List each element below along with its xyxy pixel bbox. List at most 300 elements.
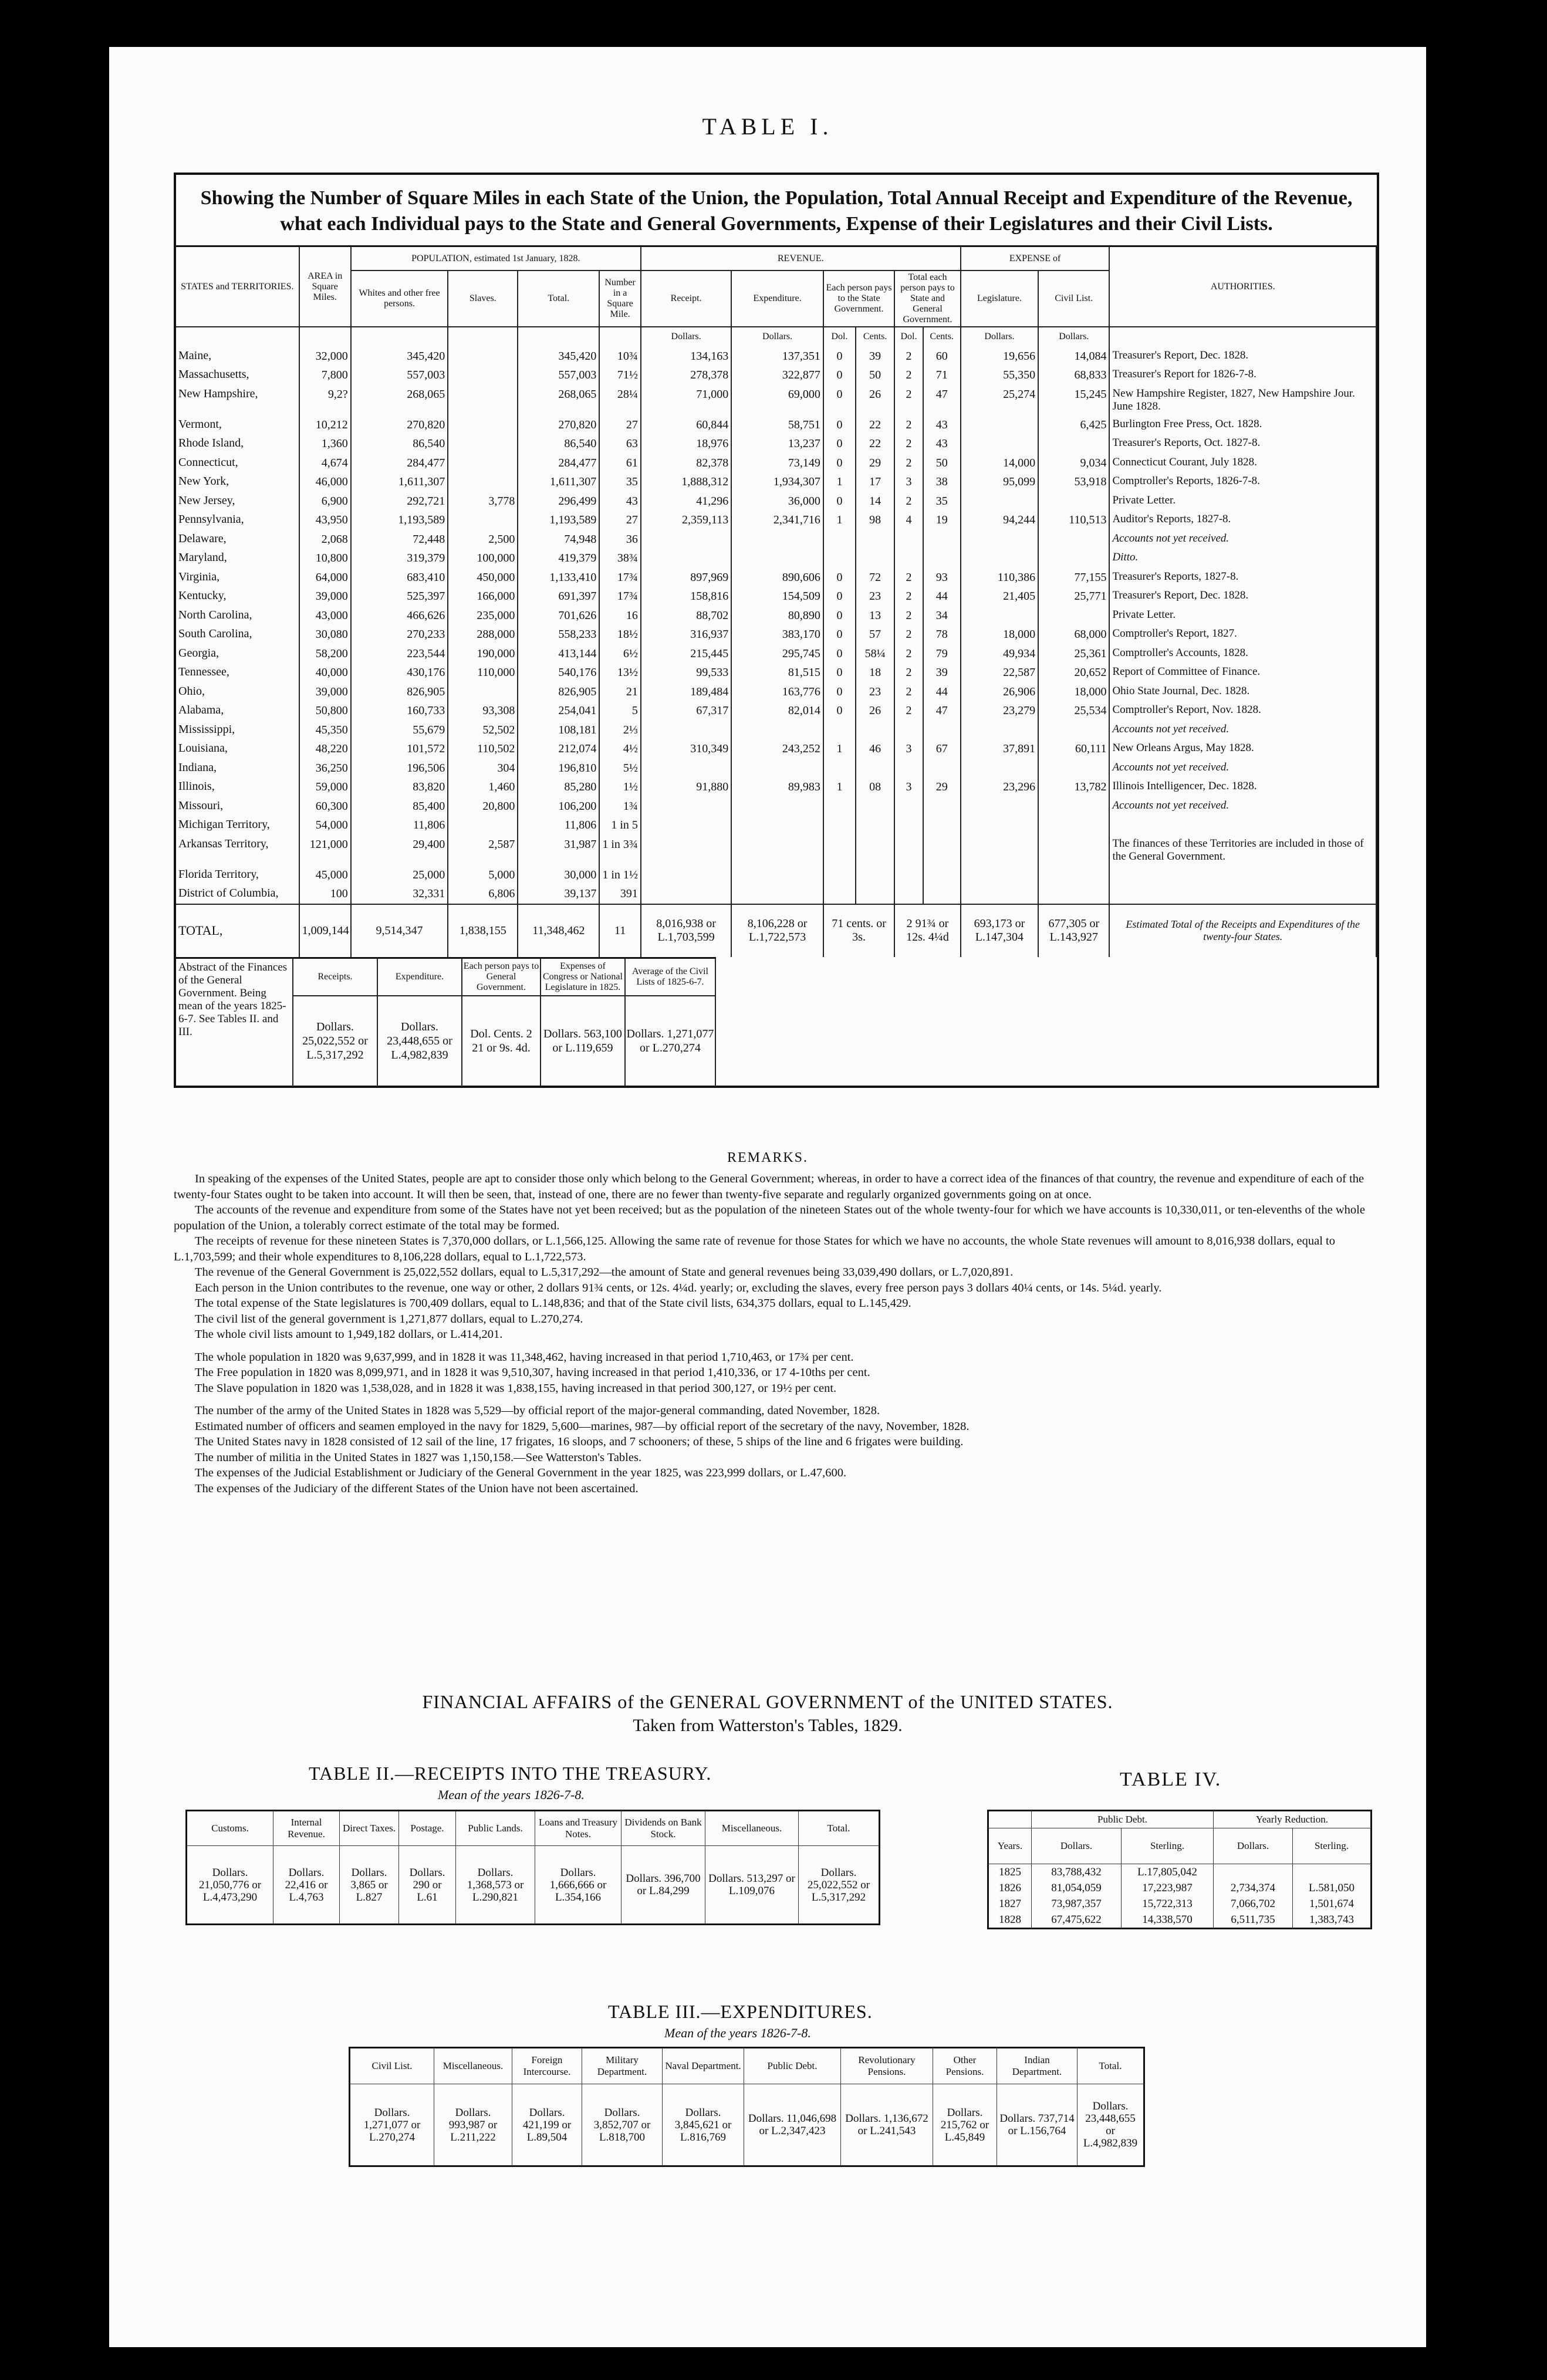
cell-whites: 430,176: [351, 663, 448, 682]
unit-cents-state: Cents.: [856, 327, 894, 347]
cell-total: 557,003: [518, 366, 599, 385]
header-cell: Public Debt.: [744, 2048, 841, 2084]
total-civil: 677,305 or L.143,927: [1038, 904, 1109, 957]
cell-total: 540,176: [518, 663, 599, 682]
cell-civil: [1038, 835, 1109, 866]
cell-civil: 60,111: [1038, 739, 1109, 759]
table-row: [176, 549, 1376, 568]
cell-gc: 47: [923, 701, 961, 721]
cell-density: 16: [599, 606, 641, 626]
cell-sd: 0: [823, 701, 856, 721]
group-public-debt: Public Debt.: [1032, 1811, 1214, 1828]
abstract-h-civil-lists: Average of the Civil Lists of 1825-6-7.: [625, 958, 715, 996]
remark-paragraph: The revenue of the General Government is 25,022,552 dollars, equal to L.5,317,292—the amount of State and general revenues being 33,039,490 dollars, or L.7,020,891.: [195, 1266, 1014, 1279]
table1-heading: TABLE I.: [702, 113, 833, 140]
financial-subtitle: Taken from Watterston's Tables, 1829.: [633, 1716, 903, 1735]
cell-legislature: [961, 884, 1038, 904]
value-cell: Dollars. 1,136,672 or L.241,543: [841, 2084, 933, 2166]
table-row: [176, 721, 1376, 740]
cell-state: Indiana,: [176, 759, 299, 778]
cell-sc: 50: [856, 366, 894, 385]
value-cell: Dollars. 22,416 or L.4,763: [273, 1846, 340, 1925]
cell-area: 58,200: [299, 644, 351, 664]
header-cell: Dividends on Bank Stock.: [621, 1811, 705, 1846]
cell-legislature: [961, 797, 1038, 816]
header-each-general: Total each person pays to State and General Government.: [894, 271, 961, 327]
cell-area: 9,2?: [299, 385, 351, 415]
unit-dol-state: Dol.: [823, 327, 856, 347]
remark-paragraph: Each person in the Union contributes to the revenue, one way or other, 2 dollars 91¾ cents, or 12s. 4¼d. yearly; or, excluding the slaves, every free person pays 3 dollars 40¼ cents, or 14s. 5¼d. yearly.: [195, 1281, 1162, 1294]
cell-gd: [894, 884, 923, 904]
cell-receipt: [641, 884, 731, 904]
cell-legislature: [961, 606, 1038, 626]
cell-whites: 683,410: [351, 568, 448, 587]
cell-density: 391: [599, 884, 641, 904]
total-expenditure: 8,106,228 or L.1,722,573: [731, 904, 823, 957]
cell-authority: Treasurer's Reports, Oct. 1827-8.: [1109, 434, 1376, 454]
header-cell: Sterling.: [1122, 1828, 1214, 1864]
cell-gc: [923, 797, 961, 816]
cell-sc: 08: [856, 777, 894, 797]
cell-slaves: 93,308: [448, 701, 518, 721]
cell-density: 1 in 5: [599, 816, 641, 835]
cell-whites: 270,820: [351, 415, 448, 435]
remark-paragraph: The United States navy in 1828 consisted of 12 sail of the line, 17 frigates, 16 sloops, and 7 schooners; of these, 5 ships of the line and 6 frigates were building.: [195, 1435, 964, 1448]
value-cell: [1293, 1864, 1372, 1881]
cell-total: 108,181: [518, 721, 599, 740]
cell-area: 43,000: [299, 606, 351, 626]
cell-sd: 1: [823, 739, 856, 759]
cell-authority: Comptroller's Accounts, 1828.: [1109, 644, 1376, 664]
cell-state: Vermont,: [176, 415, 299, 435]
total-density: 11: [599, 904, 641, 957]
cell-gd: 4: [894, 511, 923, 530]
table1-grid: [176, 247, 1377, 957]
cell-sc: [856, 721, 894, 740]
value-cell: Dollars. 421,199 or L.89,504: [512, 2084, 582, 2166]
cell-gd: 2: [894, 587, 923, 606]
cell-receipt: [641, 721, 731, 740]
value-cell: 67,475,622: [1032, 1912, 1122, 1929]
cell-sc: 29: [856, 454, 894, 473]
remark-paragraph: The accounts of the revenue and expenditure from some of the States have not yet been received; but as the population of the nineteen States out of the whole twenty-four for which we have accounts is 10,330,011, or ten-elevenths of the whole population of the Union, a tolerably correct estimate of the total may be formed.: [174, 1203, 1365, 1232]
cell-total: 196,810: [518, 759, 599, 778]
cell-whites: 25,000: [351, 866, 448, 885]
cell-civil: [1038, 434, 1109, 454]
cell-receipt: 67,317: [641, 701, 731, 721]
total-receipt: 8,016,938 or L.1,703,599: [641, 904, 731, 957]
cell-area: 45,000: [299, 866, 351, 885]
abstract-h-each-person: Each person pays to General Government.: [462, 958, 541, 996]
table-header-row: [350, 2048, 1144, 2084]
abstract-table: [176, 957, 716, 1086]
cell-state: North Carolina,: [176, 606, 299, 626]
cell-expenditure: 89,983: [731, 777, 823, 797]
cell-authority: Treasurer's Report, Dec. 1828.: [1109, 587, 1376, 606]
cell-state: Illinois,: [176, 777, 299, 797]
abstract-h-congress: Expenses of Congress or National Legislature in 1825.: [541, 958, 625, 996]
cell-area: 39,000: [299, 682, 351, 702]
cell-density: 21: [599, 682, 641, 702]
cell-slaves: [448, 816, 518, 835]
cell-legislature: 26,906: [961, 682, 1038, 702]
cell-gd: 2: [894, 434, 923, 454]
cell-area: 10,800: [299, 549, 351, 568]
cell-density: 1½: [599, 777, 641, 797]
cell-civil: [1038, 759, 1109, 778]
cell-density: 5: [599, 701, 641, 721]
cell-gd: [894, 835, 923, 866]
cell-slaves: [448, 511, 518, 530]
abstract-h-expenditure: Expenditure.: [377, 958, 462, 996]
cell-receipt: 60,844: [641, 415, 731, 435]
cell-whites: 32,331: [351, 884, 448, 904]
cell-area: 121,000: [299, 835, 351, 866]
header-slaves: Slaves.: [448, 271, 518, 327]
cell-expenditure: 80,890: [731, 606, 823, 626]
cell-slaves: 110,502: [448, 739, 518, 759]
cell-expenditure: 890,606: [731, 568, 823, 587]
header-cell: Miscellaneous.: [434, 2048, 512, 2084]
cell-state: Mississippi,: [176, 721, 299, 740]
table-header-row: [187, 1811, 880, 1846]
header-cell: Miscellaneous.: [705, 1811, 799, 1846]
cell-area: 39,000: [299, 587, 351, 606]
cell-authority: [1109, 884, 1376, 904]
cell-state: Tennessee,: [176, 663, 299, 682]
cell-total: 270,820: [518, 415, 599, 435]
cell-legislature: 94,244: [961, 511, 1038, 530]
remark-paragraph: The expenses of the Judiciary of the different States of the Union have not been ascertained.: [195, 1482, 639, 1495]
cell-area: 1,360: [299, 434, 351, 454]
cell-gc: 71: [923, 366, 961, 385]
cell-civil: [1038, 530, 1109, 549]
value-cell: 17,223,987: [1122, 1880, 1214, 1896]
cell-density: 10¾: [599, 347, 641, 366]
value-cell: Dollars. 25,022,552 or L.5,317,292: [799, 1846, 880, 1925]
cell-gd: 3: [894, 777, 923, 797]
value-cell: [1214, 1864, 1293, 1881]
header-legislature: Legislature.: [961, 271, 1038, 327]
cell-sd: 0: [823, 644, 856, 664]
cell-receipt: 41,296: [641, 492, 731, 511]
cell-sc: 39: [856, 347, 894, 366]
cell-receipt: 316,937: [641, 625, 731, 644]
header-population: POPULATION, estimated 1st January, 1828.: [351, 247, 641, 271]
cell-civil: [1038, 549, 1109, 568]
cell-sc: [856, 866, 894, 885]
cell-whites: 268,065: [351, 385, 448, 415]
value-cell: Dollars. 215,762 or L.45,849: [933, 2084, 997, 2166]
cell-whites: 29,400: [351, 835, 448, 866]
group-yearly-reduction: Yearly Reduction.: [1214, 1811, 1372, 1828]
cell-receipt: [641, 797, 731, 816]
cell-slaves: 304: [448, 759, 518, 778]
cell-density: 36: [599, 530, 641, 549]
cell-legislature: [961, 530, 1038, 549]
cell-whites: 826,905: [351, 682, 448, 702]
cell-area: 59,000: [299, 777, 351, 797]
total-note: Estimated Total of the Receipts and Expenditures of the twenty-four States.: [1109, 904, 1376, 957]
cell-receipt: 1,888,312: [641, 472, 731, 492]
unit-cents-general: Cents.: [923, 327, 961, 347]
remark-paragraph: The receipts of revenue for these nineteen States is 7,370,000 dollars, or L.1,566,125. Allowing the same rate of revenue for those States for which we have no accounts, the whole State revenues will amount to 8,016,938 dollars, equal to L.1,703,599; and their whole expenditures to 8,106,228 dollars, equal to L.1,722,573.: [174, 1235, 1335, 1263]
cell-gd: [894, 797, 923, 816]
cell-total: 284,477: [518, 454, 599, 473]
cell-sc: [856, 797, 894, 816]
cell-area: 54,000: [299, 816, 351, 835]
value-cell: Dollars. 290 or L.61: [399, 1846, 456, 1925]
cell-expenditure: 163,776: [731, 682, 823, 702]
cell-gc: [923, 835, 961, 866]
table-row: [176, 884, 1376, 904]
cell-slaves: [448, 385, 518, 415]
header-cell: Public Lands.: [456, 1811, 535, 1846]
header-cell: Postage.: [399, 1811, 456, 1846]
cell-legislature: 23,296: [961, 777, 1038, 797]
cell-whites: 196,506: [351, 759, 448, 778]
cell-gd: 2: [894, 606, 923, 626]
cell-legislature: 22,587: [961, 663, 1038, 682]
cell-expenditure: [731, 530, 823, 549]
cell-density: 1 in 1½: [599, 866, 641, 885]
cell-legislature: 95,099: [961, 472, 1038, 492]
value-cell: Dollars. 737,714 or L.156,764: [997, 2084, 1078, 2166]
cell-gd: [894, 721, 923, 740]
cell-total: 254,041: [518, 701, 599, 721]
cell-sc: 17: [856, 472, 894, 492]
cell-state: New York,: [176, 472, 299, 492]
value-cell: Dollars. 3,865 or L.827: [340, 1846, 399, 1925]
table-row: [988, 1896, 1372, 1912]
cell-expenditure: 383,170: [731, 625, 823, 644]
value-cell: Dollars. 3,845,621 or L.816,769: [663, 2084, 744, 2166]
table-row: [176, 625, 1376, 644]
cell-gd: 2: [894, 366, 923, 385]
cell-legislature: 49,934: [961, 644, 1038, 664]
table-header-row: [988, 1828, 1372, 1864]
cell-expenditure: [731, 797, 823, 816]
cell-whites: 160,733: [351, 701, 448, 721]
cell-area: 10,212: [299, 415, 351, 435]
cell-whites: 1,193,589: [351, 511, 448, 530]
cell-total: 11,806: [518, 816, 599, 835]
cell-expenditure: [731, 816, 823, 835]
cell-area: 45,350: [299, 721, 351, 740]
remarks-heading: REMARKS.: [727, 1150, 809, 1165]
cell-gd: 2: [894, 454, 923, 473]
cell-whites: 557,003: [351, 366, 448, 385]
cell-sc: 46: [856, 739, 894, 759]
table4: [987, 1810, 1372, 1929]
cell-receipt: 215,445: [641, 644, 731, 664]
cell-state: Missouri,: [176, 797, 299, 816]
cell-authority: Accounts not yet received.: [1109, 797, 1376, 816]
cell-area: 32,000: [299, 347, 351, 366]
cell-slaves: 6,806: [448, 884, 518, 904]
cell-authority: Treasurer's Report, Dec. 1828.: [1109, 347, 1376, 366]
abstract-v-civil-lists: Dollars. 1,271,077 or L.270,274: [625, 996, 715, 1086]
value-cell: Dollars. 1,368,573 or L.290,821: [456, 1846, 535, 1925]
cell-whites: 525,397: [351, 587, 448, 606]
cell-density: 61: [599, 454, 641, 473]
cell-sd: 0: [823, 385, 856, 415]
cell-area: 7,800: [299, 366, 351, 385]
table-row: [988, 1912, 1372, 1929]
table2-title: TABLE II.—RECEIPTS INTO THE TREASURY.: [309, 1763, 712, 1784]
cell-receipt: 310,349: [641, 739, 731, 759]
cell-expenditure: 13,237: [731, 434, 823, 454]
cell-legislature: [961, 816, 1038, 835]
cell-authority: Ditto.: [1109, 549, 1376, 568]
cell-legislature: [961, 721, 1038, 740]
cell-sd: 0: [823, 454, 856, 473]
cell-legislature: [961, 866, 1038, 885]
cell-total: 30,000: [518, 866, 599, 885]
cell-gd: 2: [894, 492, 923, 511]
cell-civil: [1038, 866, 1109, 885]
value-cell: Dollars. 23,448,655 or L.4,982,839: [1078, 2084, 1144, 2166]
cell-gc: [923, 884, 961, 904]
cell-sd: [823, 835, 856, 866]
remark-paragraph: The number of militia in the United States in 1827 was 1,150,158.—See Watterston's Tables.: [195, 1451, 642, 1464]
cell-whites: 223,544: [351, 644, 448, 664]
cell-civil: [1038, 606, 1109, 626]
header-cell: Total.: [799, 1811, 880, 1846]
header-cell: Direct Taxes.: [340, 1811, 399, 1846]
cell-state: Georgia,: [176, 644, 299, 664]
cell-civil: 68,000: [1038, 625, 1109, 644]
header-total: Total.: [518, 271, 599, 327]
unit-dollars-receipt: Dollars.: [641, 327, 731, 347]
cell-slaves: 235,000: [448, 606, 518, 626]
cell-legislature: 21,405: [961, 587, 1038, 606]
header-each-state: Each person pays to the State Government.: [823, 271, 894, 327]
table-row: [176, 347, 1376, 366]
cell-sc: 26: [856, 701, 894, 721]
cell-area: 100: [299, 884, 351, 904]
header-cell: Naval Department.: [663, 2048, 744, 2084]
cell-slaves: 100,000: [448, 549, 518, 568]
total-legislature: 693,173 or L.147,304: [961, 904, 1038, 957]
cell-expenditure: [731, 835, 823, 866]
table-row: [176, 777, 1376, 797]
table-row: [176, 472, 1376, 492]
header-authorities: AUTHORITIES.: [1109, 247, 1376, 327]
cell-gc: [923, 549, 961, 568]
cell-gd: 2: [894, 663, 923, 682]
total-label: TOTAL,: [176, 904, 299, 957]
cell-density: 27: [599, 415, 641, 435]
table3: [349, 2047, 1145, 2167]
cell-sc: 58¼: [856, 644, 894, 664]
cell-total: 701,626: [518, 606, 599, 626]
cell-gd: 3: [894, 472, 923, 492]
cell-sd: [823, 549, 856, 568]
remark-paragraph: The whole civil lists amount to 1,949,182 dollars, or L.414,201.: [195, 1328, 503, 1341]
cell-civil: 15,245: [1038, 385, 1109, 415]
table-row: [176, 606, 1376, 626]
cell-sc: [856, 530, 894, 549]
unit-dollars-legislature: Dollars.: [961, 327, 1038, 347]
abstract-v-each-person: Dol. Cents. 2 21 or 9s. 4d.: [462, 996, 541, 1086]
cell-gc: 67: [923, 739, 961, 759]
header-cell: Dollars.: [1032, 1828, 1122, 1864]
value-cell: 7,066,702: [1214, 1896, 1293, 1912]
group-empty: [988, 1811, 1032, 1828]
header-cell: Customs.: [187, 1811, 273, 1846]
cell-sd: [823, 759, 856, 778]
cell-slaves: [448, 415, 518, 435]
value-cell: Dollars. 396,700 or L.84,299: [621, 1846, 705, 1925]
cell-expenditure: [731, 866, 823, 885]
cell-gd: [894, 549, 923, 568]
table-row: [176, 644, 1376, 664]
cell-total: 85,280: [518, 777, 599, 797]
table4-title: TABLE IV.: [1120, 1769, 1222, 1790]
cell-gd: 2: [894, 568, 923, 587]
remark-paragraph: The number of the army of the United States in 1828 was 5,529—by official report of the major-general commanding, dated November, 1828.: [195, 1404, 880, 1417]
cell-receipt: [641, 549, 731, 568]
cell-density: 35: [599, 472, 641, 492]
table-row: [176, 434, 1376, 454]
cell-area: 4,674: [299, 454, 351, 473]
cell-whites: 284,477: [351, 454, 448, 473]
cell-civil: [1038, 816, 1109, 835]
cell-density: 5½: [599, 759, 641, 778]
cell-gc: 78: [923, 625, 961, 644]
cell-civil: 25,534: [1038, 701, 1109, 721]
cell-sd: 0: [823, 568, 856, 587]
unit-dollars-expenditure: Dollars.: [731, 327, 823, 347]
cell-total: 74,948: [518, 530, 599, 549]
cell-slaves: 190,000: [448, 644, 518, 664]
cell-gc: 39: [923, 663, 961, 682]
cell-state: Rhode Island,: [176, 434, 299, 454]
total-each-state: 71 cents. or 3s.: [823, 904, 894, 957]
cell-state: Pennsylvania,: [176, 511, 299, 530]
cell-receipt: 897,969: [641, 568, 731, 587]
cell-density: 17¾: [599, 587, 641, 606]
cell-density: 4½: [599, 739, 641, 759]
cell-whites: 270,233: [351, 625, 448, 644]
table1-caption: Showing the Number of Square Miles in each State of the Union, the Population, Total Annual Receipt and Expenditure of the Revenue, what each Individual pays to the State and General Governments, Expense of their Legislatures and their Civil Lists.: [176, 175, 1377, 247]
table-row: [176, 587, 1376, 606]
cell-expenditure: [731, 759, 823, 778]
cell-sc: 57: [856, 625, 894, 644]
cell-slaves: [448, 434, 518, 454]
header-area: AREA in Square Miles.: [299, 247, 351, 327]
cell-area: 60,300: [299, 797, 351, 816]
cell-sc: 22: [856, 434, 894, 454]
cell-whites: 86,540: [351, 434, 448, 454]
cell-civil: 25,771: [1038, 587, 1109, 606]
cell-gc: 50: [923, 454, 961, 473]
cell-slaves: [448, 347, 518, 366]
cell-authority: New Orleans Argus, May 1828.: [1109, 739, 1376, 759]
cell-gd: 2: [894, 625, 923, 644]
remark-paragraph: Estimated number of officers and seamen employed in the navy for 1829, 5,600—marines, 987—by official report of the secretary of the navy, November, 1828.: [195, 1419, 970, 1433]
cell-total: 345,420: [518, 347, 599, 366]
total-each-general: 2 91¾ or 12s. 4¼d: [894, 904, 961, 957]
cell-authority: Treasurer's Report for 1826-7-8.: [1109, 366, 1376, 385]
cell-whites: 292,721: [351, 492, 448, 511]
table-row: [176, 663, 1376, 682]
table-row: [176, 366, 1376, 385]
cell-area: 46,000: [299, 472, 351, 492]
cell-sc: 18: [856, 663, 894, 682]
cell-whites: 345,420: [351, 347, 448, 366]
